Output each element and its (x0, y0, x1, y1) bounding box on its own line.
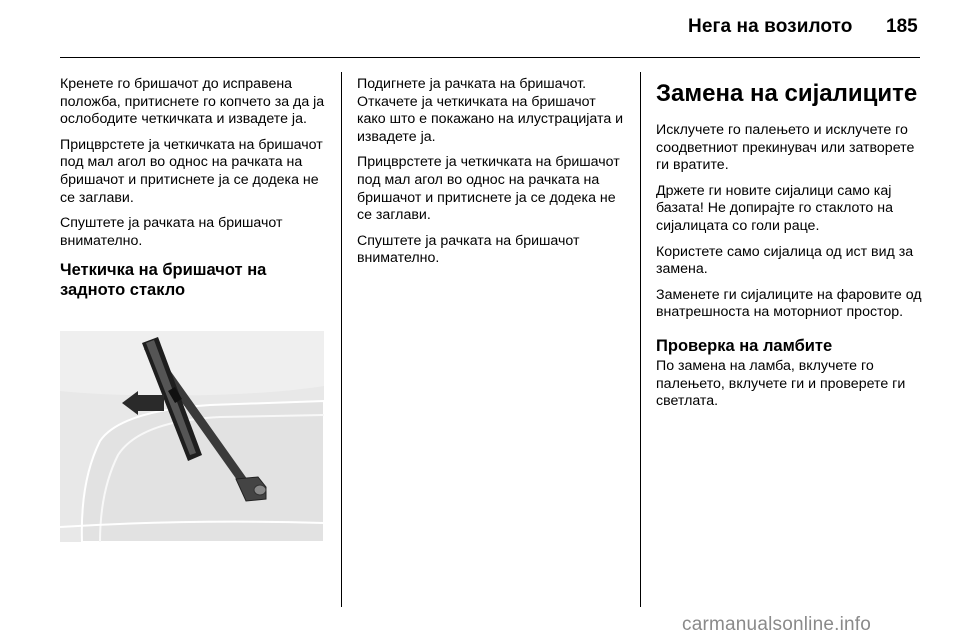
paragraph: Заменете ги сијалиците на фаровите од внатрешноста на моторниот простор. (656, 286, 922, 321)
rear-wiper-illustration (60, 331, 324, 542)
page-number: 185 (886, 16, 918, 37)
paragraph: Прицврстете ја четкичката на бришачот под мал агол во однос на рачката на бришачот и притиснете ја се додека не се заглави. (357, 154, 620, 224)
paragraph: Користете само сијалица од ист вид за замена. (656, 243, 914, 278)
section-title: Замена на сијалиците (656, 80, 918, 107)
column-3 (656, 80, 922, 419)
paragraph: По замена на ламба, вклучете го палењето, вклучете ги и проверете ги светлата. (656, 357, 906, 410)
header-divider (60, 57, 920, 58)
column-divider-2 (640, 72, 641, 607)
paragraph: Исклучете го палењето и исклучете го соодветниот прекинувач или затворете ги вратите. (656, 122, 915, 174)
paragraph: Подигнете ја рачката на бришачот. Откачете ја четкичката на бришачот како што е покажано на илустрацијата и извадете ја. (357, 76, 624, 145)
column-divider-1 (341, 72, 342, 607)
section-heading: Четкичка на бришачот на задното стакло (60, 261, 267, 300)
paragraph: Спуштете ја рачката на бришачот внимателно. (357, 232, 580, 267)
watermark-text: carmanualsonline.info (682, 614, 872, 635)
paragraph: Кренете го бришачот до исправена положба, притиснете го копчето за да ја ослободите четкичката и извадете ја. (60, 76, 325, 128)
page-header-title: Нега на возилото (688, 16, 853, 37)
paragraph: Спуштете ја рачката на бришачот внимателно. (60, 215, 283, 249)
paragraph: Држете ги новите сијалици само кај базата! Не допирајте го стаклото на сијалицата со голи раце. (656, 182, 893, 234)
subsection-heading: Проверка на ламбите (656, 336, 833, 355)
column-2 (357, 76, 625, 276)
paragraph: Прицврстете ја четкичката на бришачот под мал агол во однос на рачката на бришачот и притиснете ја се додека не се заглави. (60, 136, 323, 206)
column-1 (60, 76, 326, 310)
